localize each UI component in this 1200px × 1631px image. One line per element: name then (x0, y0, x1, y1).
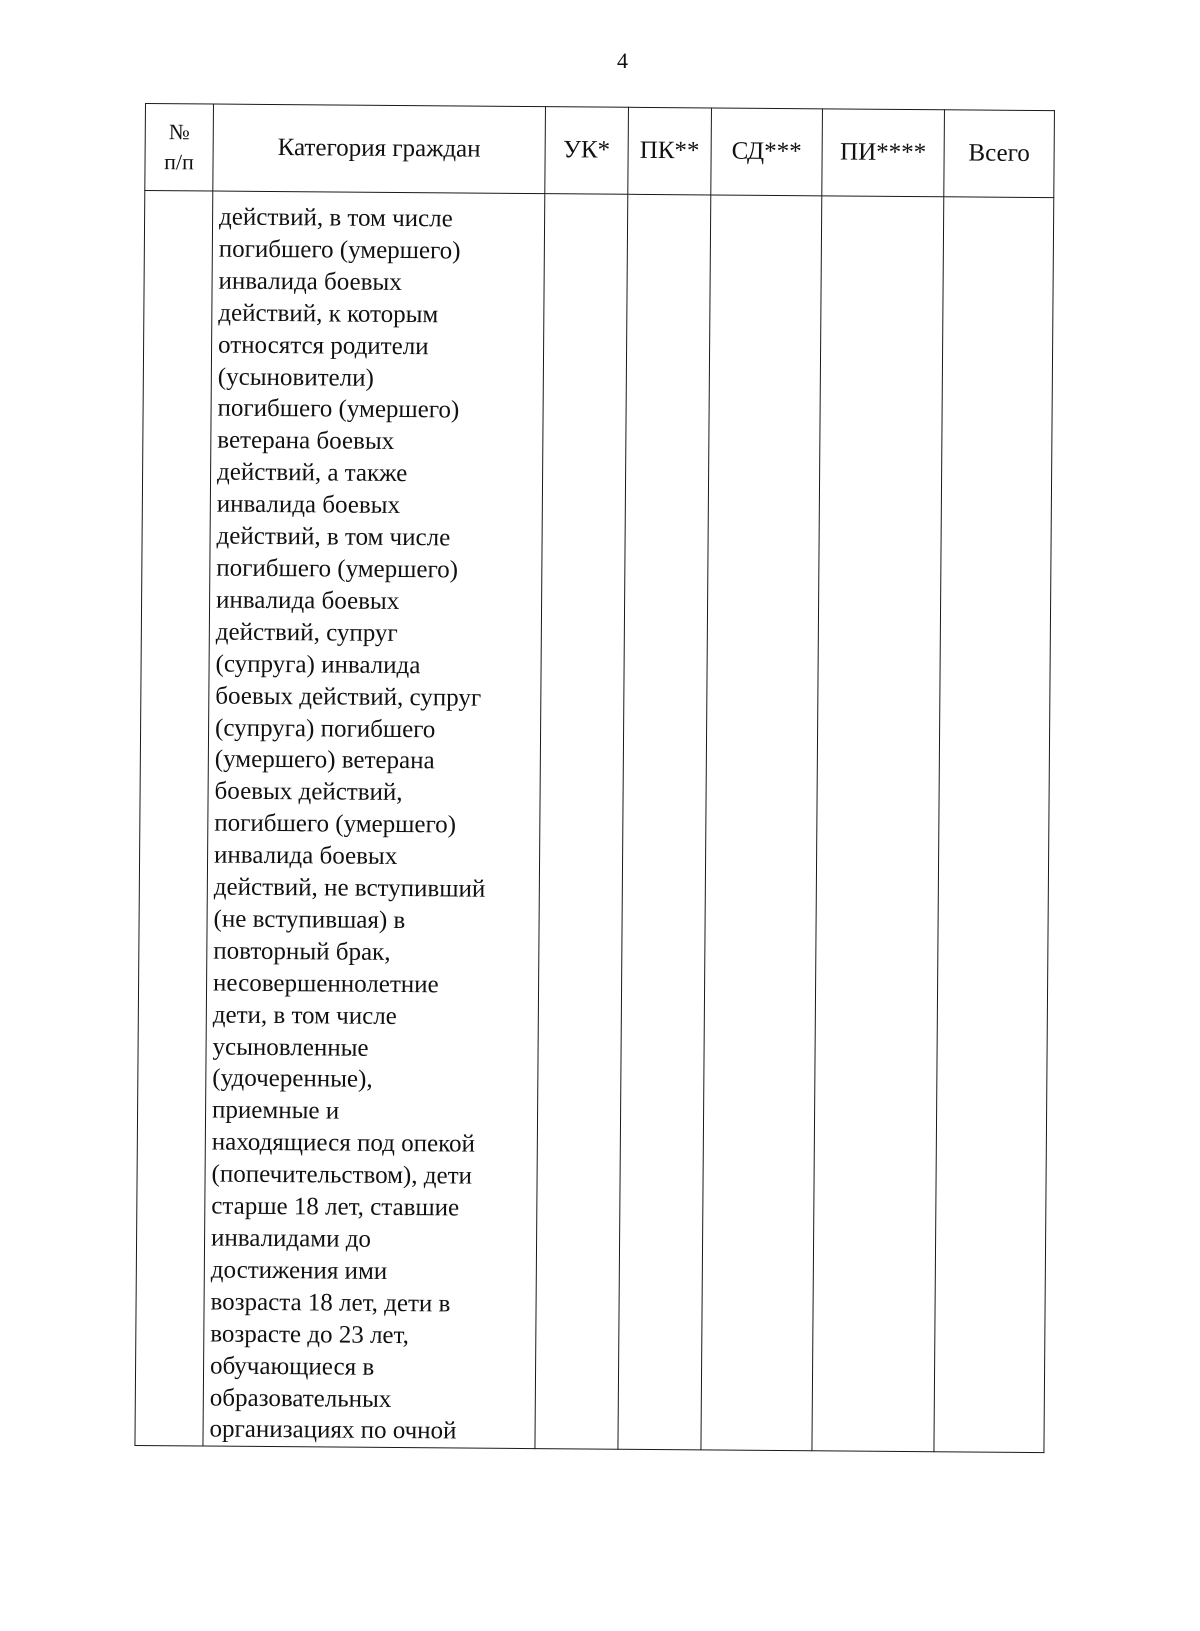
header-sd: СД*** (711, 108, 823, 196)
cell-uk (535, 194, 628, 1450)
header-pi: ПИ**** (822, 109, 945, 197)
category-text: действий, в том числе погибшего (умершего) инвалида боевых действий, к которым относятся родители (усыновители) погибшего (умершего) ветерана боевых действий, а также инвалида боевых действий, в том числе погибшего (умершего) инвалида боевых действий, супруг (супруга) инвалида боевых действий, супруг (супруга) погибшего (умершего) ветерана боевых действий, погибшего (умершего) инвалида боевых действий, не вступивший (не вступившая) в повторный брак, несовершеннолетние дети, в том числе усыновленные (удочеренные), приемные и находящиеся под опекой (попечительством), дети старше 18 лет, ставшие инвалидами до достижения ими возраста 18 лет, дети в возрасте до 23 лет, обучающиеся в образовательных организациях по очной (209, 203, 486, 1445)
cell-category (203, 191, 545, 1449)
header-total: Всего (944, 110, 1055, 198)
table-row (135, 191, 1054, 1453)
header-pk: ПК** (628, 107, 712, 195)
header-row-number (145, 104, 214, 192)
categories-table (134, 103, 1055, 1453)
cell-sd (701, 195, 822, 1451)
cell-pi (812, 196, 944, 1452)
header-number-abbr: п/п (164, 149, 194, 175)
page-number: 4 (617, 48, 628, 73)
header-uk: УК* (545, 107, 629, 195)
table-header-row (145, 104, 1055, 198)
header-number-sign: № (168, 119, 190, 145)
cell-row-number (135, 191, 213, 1447)
cell-pk (618, 194, 711, 1450)
header-category: Категория граждан (213, 104, 546, 194)
cell-total (934, 197, 1054, 1453)
